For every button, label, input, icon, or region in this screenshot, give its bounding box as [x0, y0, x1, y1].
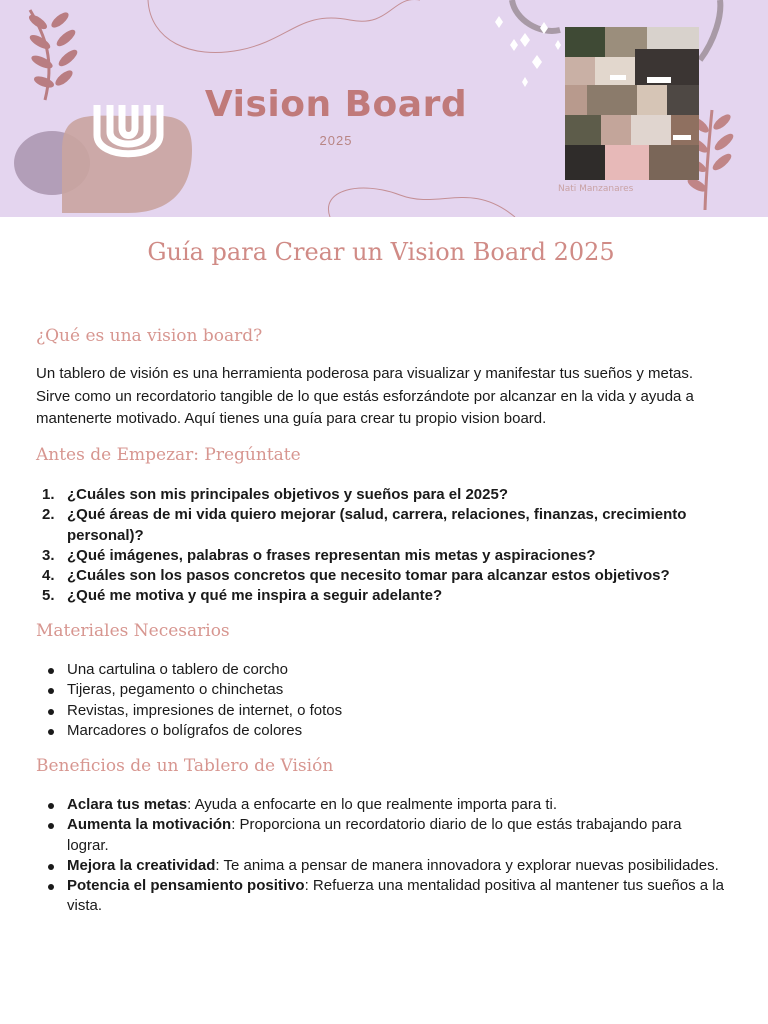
- materials-list: [36, 660, 726, 741]
- list-item: Una cartulina o tablero de corcho: [36, 660, 726, 680]
- heading-materials: Materiales Necesarios: [36, 621, 230, 641]
- list-item: 1. ¿Cuáles son mis principales objetivos y sueños para el 2025?: [42, 486, 508, 503]
- list-item: Marcadores o bolígrafos de colores: [36, 721, 726, 741]
- list-item: 4. ¿Cuáles son los pasos concretos que necesito tomar para alcanzar estos objetivos?: [42, 567, 670, 585]
- heading-benefits: Beneficios de un Tablero de Visión: [36, 756, 334, 776]
- list-item: Potencia el pensamiento positivo: Refuerza una mentalidad positiva al mantener tus sueños a la vista.: [36, 876, 726, 917]
- list-item: Aclara tus metas: Ayuda a enfocarte en lo que realmente importa para ti.: [36, 795, 726, 815]
- list-item: 2. ¿Qué áreas de mi vida quiero mejorar (salud, carrera, relaciones, finanzas, crecimiento personal)?: [42, 506, 687, 544]
- collage-credit: Nati Manzanares: [558, 184, 634, 194]
- list-item: Aumenta la motivación: Proporciona un recordatorio diario de lo que estás trabajando para lograr.: [36, 815, 726, 856]
- banner-year: 2025: [319, 133, 353, 148]
- intro-paragraph: Un tablero de visión es una herramienta poderosa para visualizar y manifestar tus sueños y metas. Sirve como un recordatorio tangible de lo que estás esforzándote por alcanzar en la vida y ayuda a mantenerte motivado. Aquí tienes una guía para crear tu propio vision board.: [36, 365, 694, 427]
- questions-list: [36, 485, 726, 607]
- list-item: Mejora la creatividad: Te anima a pensar de manera innovadora y explorar nuevas posibilidades.: [36, 856, 726, 876]
- vision-collage-image: [565, 27, 699, 180]
- list-item: Revistas, impresiones de internet, o fotos: [36, 701, 726, 721]
- banner-title: Vision Board: [204, 84, 468, 125]
- list-item: 5. ¿Qué me motiva y qué me inspira a seguir adelante?: [42, 587, 443, 605]
- guide-title: Guía para Crear un Vision Board 2025: [147, 238, 615, 266]
- list-item: Tijeras, pegamento o chinchetas: [36, 680, 726, 700]
- heading-before: Antes de Empezar: Pregúntate: [36, 445, 301, 465]
- benefits-list: [36, 795, 726, 917]
- heading-what-is: ¿Qué es una vision board?: [36, 326, 263, 346]
- header-banner: [0, 0, 768, 217]
- list-item: 3. ¿Qué imágenes, palabras o frases representan mis metas y aspiraciones?: [42, 546, 596, 564]
